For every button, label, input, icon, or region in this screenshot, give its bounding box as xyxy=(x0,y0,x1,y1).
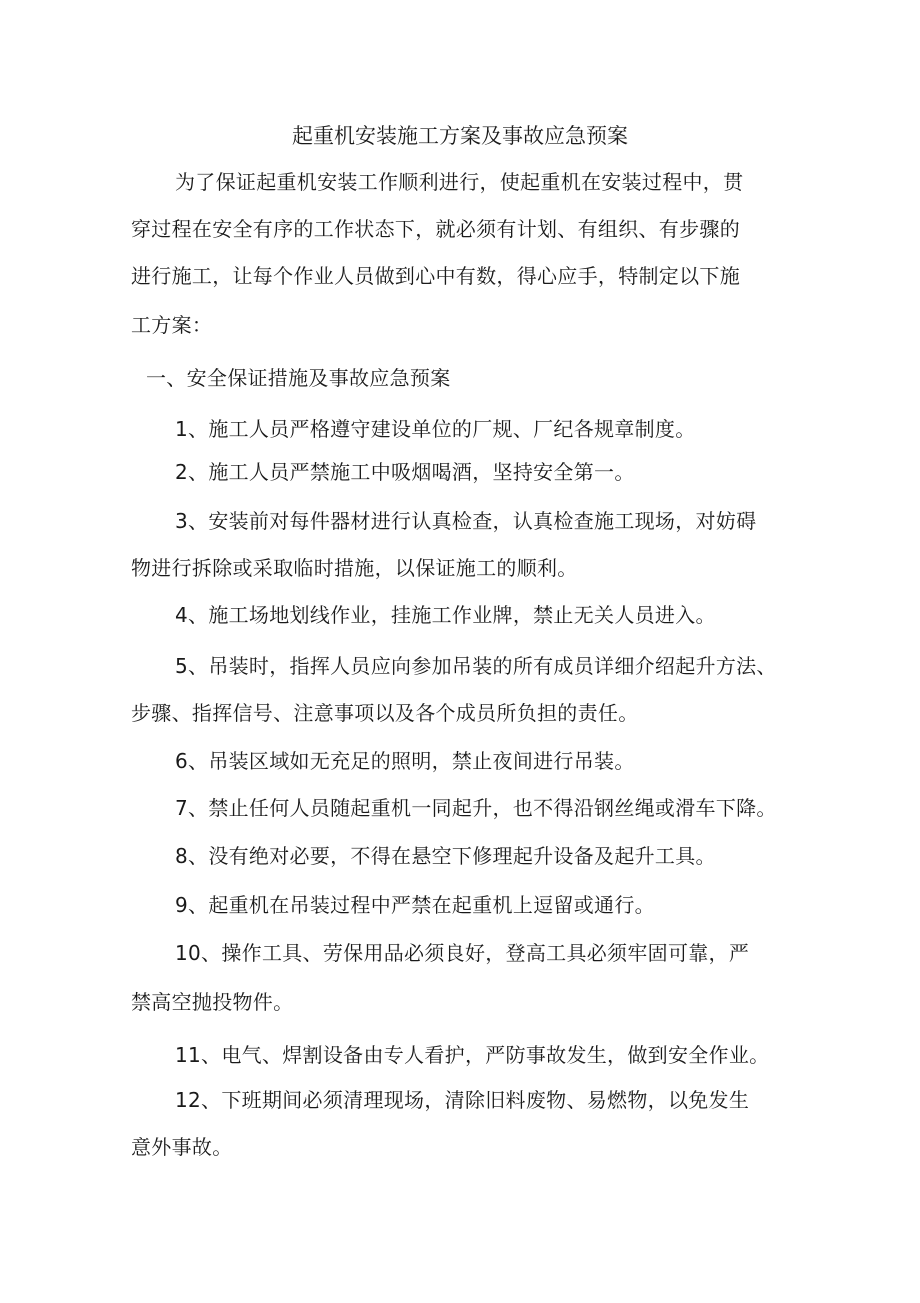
intro-line-2: 穿过程在安全有序的工作状态下，就必须有计划、有组织、有步骤的 xyxy=(131,217,740,241)
list-item: 4、施工场地划线作业，挂施工作业牌，禁止无关人员进入。 xyxy=(175,603,716,627)
intro-line-1: 为了保证起重机安装工作顺利进行，使起重机在安装过程中，贯 xyxy=(175,170,744,194)
list-item-continuation: 禁高空抛投物件。 xyxy=(131,990,294,1014)
list-item: 8、没有绝对必要，不得在悬空下修理起升设备及起升工具。 xyxy=(175,844,716,868)
list-item: 5、吊装时，指挥人员应向参加吊装的所有成员详细介绍起升方法、 xyxy=(175,654,777,678)
list-item-continuation: 意外事故。 xyxy=(131,1135,233,1159)
section-heading: 一、安全保证措施及事故应急预案 xyxy=(146,366,451,390)
list-item-continuation: 步骤、指挥信号、注意事项以及各个成员所负担的责任。 xyxy=(131,701,639,725)
list-item: 1、施工人员严格遵守建设单位的厂规、厂纪各规章制度。 xyxy=(175,417,696,441)
list-item: 3、安装前对每件器材进行认真检查，认真检查施工现场，对妨碍 xyxy=(175,509,757,533)
intro-line-4: 工方案： xyxy=(131,313,213,337)
list-item-continuation: 物进行拆除或采取临时措施，以保证施工的顺利。 xyxy=(131,556,578,580)
list-item: 10、操作工具、劳保用品必须良好，登高工具必须牢固可靠，严 xyxy=(175,941,750,965)
list-item: 2、施工人员严禁施工中吸烟喝酒，坚持安全第一。 xyxy=(175,460,635,484)
list-item: 11、电气、焊割设备由专人看护，严防事故发生，做到安全作业。 xyxy=(175,1043,770,1067)
list-item: 7、禁止任何人员随起重机一同起升，也不得沿钢丝绳或滑车下降。 xyxy=(175,796,777,820)
document-title: 起重机安装施工方案及事故应急预案 xyxy=(292,124,628,148)
intro-line-3: 进行施工，让每个作业人员做到心中有数，得心应手，特制定以下施 xyxy=(131,264,740,288)
list-item: 9、起重机在吊装过程中严禁在起重机上逗留或通行。 xyxy=(175,893,655,917)
list-item: 12、下班期间必须清理现场，清除旧料废物、易燃物，以免发生 xyxy=(175,1088,750,1112)
list-item: 6、吊装区域如无充足的照明，禁止夜间进行吊装。 xyxy=(175,749,635,773)
